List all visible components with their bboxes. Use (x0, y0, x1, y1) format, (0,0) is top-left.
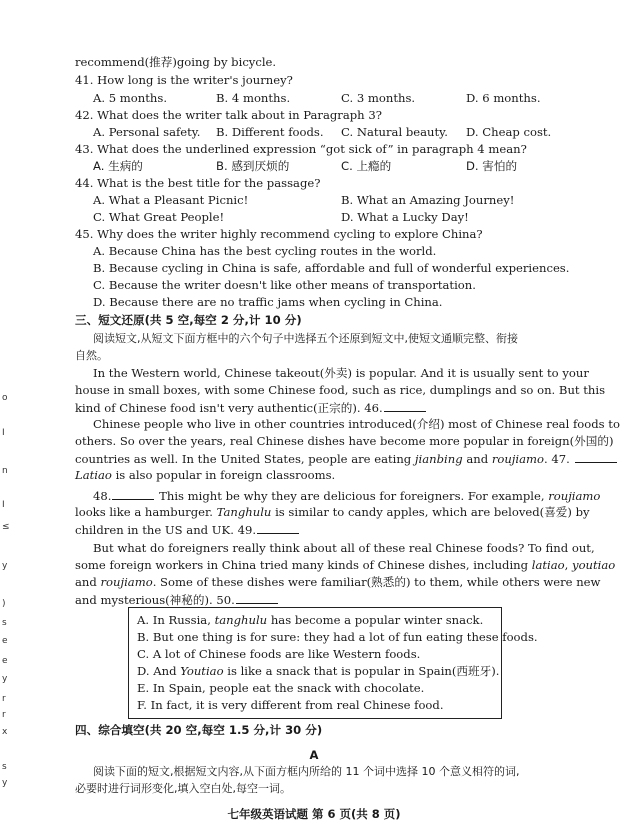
box-option-d-italic: Youtiao (180, 664, 224, 678)
section-4-heading: 四、综合填空(共 20 空,每空 1.5 分,计 30 分) (75, 723, 323, 737)
margin-mark: y (2, 778, 8, 788)
question-43-stem: 43. What does the underlined expression “got sick of” in paragraph 4 mean? (75, 142, 527, 156)
passage-p2-line-3 (75, 451, 618, 467)
passage-p2-line-2: others. So over the years, real Chinese dishes have become more popular in foreign(外国的) (75, 434, 614, 448)
p4-and: and (75, 575, 97, 589)
margin-mark: y (2, 674, 8, 684)
passage-p4-line-4 (75, 592, 279, 608)
p2-roujiamo: roujiamo (491, 452, 544, 466)
passage-p1-line-1: In the Western world, Chinese takeout(外卖) is popular. And it is usually sent to your (93, 366, 589, 380)
question-44-stem: 44. What is the best title for the passage? (75, 176, 321, 190)
passage-p2-line-1: Chinese people who live in other countries introduced(介绍) most of Chinese real foods to (93, 417, 620, 431)
p2-and: and (466, 452, 489, 466)
margin-mark: ≤ (2, 522, 10, 532)
passage-p3-line-3 (75, 522, 300, 538)
passage-p4-line-1: But what do foreigners really think about all of these real Chinese foods? To find out, (93, 541, 595, 555)
box-option-a (137, 613, 483, 628)
q42-option-b: B. Different foods. (216, 125, 324, 139)
q44-option-d: D. What a Lucky Day! (341, 210, 469, 224)
q45-option-a: A. Because China has the best cycling routes in the world. (93, 244, 437, 258)
box-option-d-post: is like a snack that is popular in Spain(西班牙). (227, 664, 500, 678)
blank-47-prefix: . 47. (544, 452, 570, 466)
q44-option-b: B. What an Amazing Journey! (341, 193, 515, 207)
p2-latiao: Latiao (75, 468, 112, 482)
page-footer: 七年级英语试题 第 6 页(共 8 页) (227, 807, 401, 821)
section-4-instruction-line-2: 必要时进行词形变化,填入空白处,每空一词。 (75, 782, 291, 795)
blank-46-prefix: kind of Chinese food isn't very authentic(正宗的). 46. (75, 401, 383, 415)
q45-option-d: D. Because there are no traffic jams when cycling in China. (93, 295, 443, 309)
margin-mark: ) (2, 599, 6, 609)
q44-option-a: A. What a Pleasant Picnic! (93, 193, 249, 207)
q45-option-c: C. Because the writer doesn't like other means of transportation. (93, 278, 476, 292)
box-option-d-pre: D. And (137, 664, 177, 678)
box-option-a-pre: A. In Russia, (137, 613, 211, 627)
p4-roujiamo: roujiamo (100, 575, 153, 589)
passage-p3-line-1 (93, 488, 600, 504)
box-option-e: E. In Spain, people eat the snack with chocolate. (137, 681, 425, 695)
margin-mark: e (2, 656, 8, 666)
q43-option-a: A. 生病的 (93, 159, 143, 173)
section-3-heading: 三、短文还原(共 5 空,每空 2 分,计 10 分) (75, 313, 302, 327)
section-3-instruction-line-2: 自然。 (75, 349, 108, 362)
p3-tanghulu: Tanghulu (216, 505, 272, 519)
passage-p1-line-3 (75, 400, 427, 416)
p3-roujiamo: roujiamo (548, 489, 601, 503)
margin-mark: n (2, 466, 8, 476)
blank-48[interactable] (112, 488, 154, 500)
p2-text: countries as well. In the United States, people are eating (75, 452, 412, 466)
p4-youtiao: youtiao (572, 558, 616, 572)
margin-mark: s (2, 762, 7, 772)
box-option-a-italic: tanghulu (214, 613, 268, 627)
q42-option-a: A. Personal safety. (93, 125, 201, 139)
q43-option-b: B. 感到厌烦的 (216, 159, 290, 173)
p4-latiao: latiao (531, 558, 565, 572)
p4-text: some foreign workers in China tried many kinds of Chinese dishes, including (75, 558, 529, 572)
margin-mark: o (2, 393, 8, 403)
passage-p3-line-2 (75, 505, 590, 520)
q41-option-d: D. 6 months. (466, 91, 541, 105)
q43-option-c: C. 上瘾的 (341, 159, 392, 173)
passage-p4-line-2 (75, 558, 615, 573)
sentence-options-box (128, 607, 538, 719)
blank-47[interactable] (575, 451, 617, 463)
question-42-stem: 42. What does the writer talk about in Paragraph 3? (75, 108, 382, 122)
box-option-d (137, 664, 499, 679)
margin-mark: r (2, 710, 6, 720)
blank-50[interactable] (236, 592, 278, 604)
margin-mark: e (2, 636, 8, 646)
blank-50-prefix: and mysterious(神秘的). 50. (75, 593, 235, 607)
margin-mark: I (2, 428, 5, 438)
margin-mark: s (2, 618, 7, 628)
q45-option-b: B. Because cycling in China is safe, affordable and full of wonderful experiences. (93, 261, 570, 275)
box-option-b: B. But one thing is for sure: they had a lot of fun eating these foods. (137, 630, 538, 644)
margin-mark: y (2, 561, 8, 571)
blank-49[interactable] (257, 522, 299, 534)
q42-option-d: D. Cheap cost. (466, 125, 552, 139)
section-4-instruction-line-1: 阅读下面的短文,根据短文内容,从下面方框内所给的 11 个词中选择 10 个意义相符的词, (93, 765, 520, 778)
q44-option-c: C. What Great People! (93, 210, 225, 224)
passage-p1-line-2: house in small boxes, with some Chinese food, such as rice, dumplings and so on. But this (75, 383, 606, 397)
margin-mark: x (2, 727, 8, 737)
p3-hamburger: looks like a hamburger. (75, 505, 213, 519)
question-41-stem: 41. How long is the writer's journey? (75, 73, 293, 87)
box-option-c: C. A lot of Chinese foods are like Western foods. (137, 647, 421, 661)
part-a-label: A (309, 748, 319, 762)
box-option-a-post: has become a popular winter snack. (270, 613, 484, 627)
margin-mark: I (2, 500, 5, 510)
blank-46[interactable] (384, 400, 426, 412)
margin-mark: r (2, 694, 6, 704)
p4-comma: , (564, 558, 573, 572)
q43-option-d: D. 害怕的 (466, 159, 518, 173)
p2-jianbing: jianbing (414, 452, 463, 466)
p2-latiao-rest: is also popular in foreign classrooms. (115, 468, 336, 482)
q41-option-b: B. 4 months. (216, 91, 291, 105)
passage-p2-line-4 (75, 468, 335, 483)
q41-option-a: A. 5 months. (93, 91, 168, 105)
p4-familiar: . Some of these dishes were familiar(熟悉的) to them, while others were new (152, 575, 601, 589)
p3-text: This might be why they are delicious for foreigners. For example, (159, 489, 545, 503)
q42-option-c: C. Natural beauty. (341, 125, 448, 139)
question-45-stem: 45. Why does the writer highly recommend cycling to explore China? (75, 227, 483, 241)
blank-48-prefix: 48. (93, 489, 112, 503)
continued-line: recommend(推荐)going by bicycle. (75, 55, 277, 69)
section-3-instruction-line-1: 阅读短文,从短文下面方框中的六个句子中选择五个还原到短文中,使短文通顺完整、衔接 (93, 332, 518, 345)
box-option-f: F. In fact, it is very different from real Chinese food. (137, 698, 444, 712)
blank-49-prefix: children in the US and UK. 49. (75, 523, 257, 537)
q41-option-c: C. 3 months. (341, 91, 416, 105)
passage-p4-line-3 (75, 575, 600, 590)
p3-candy: is similar to candy apples, which are beloved(喜爱) by (275, 505, 590, 519)
